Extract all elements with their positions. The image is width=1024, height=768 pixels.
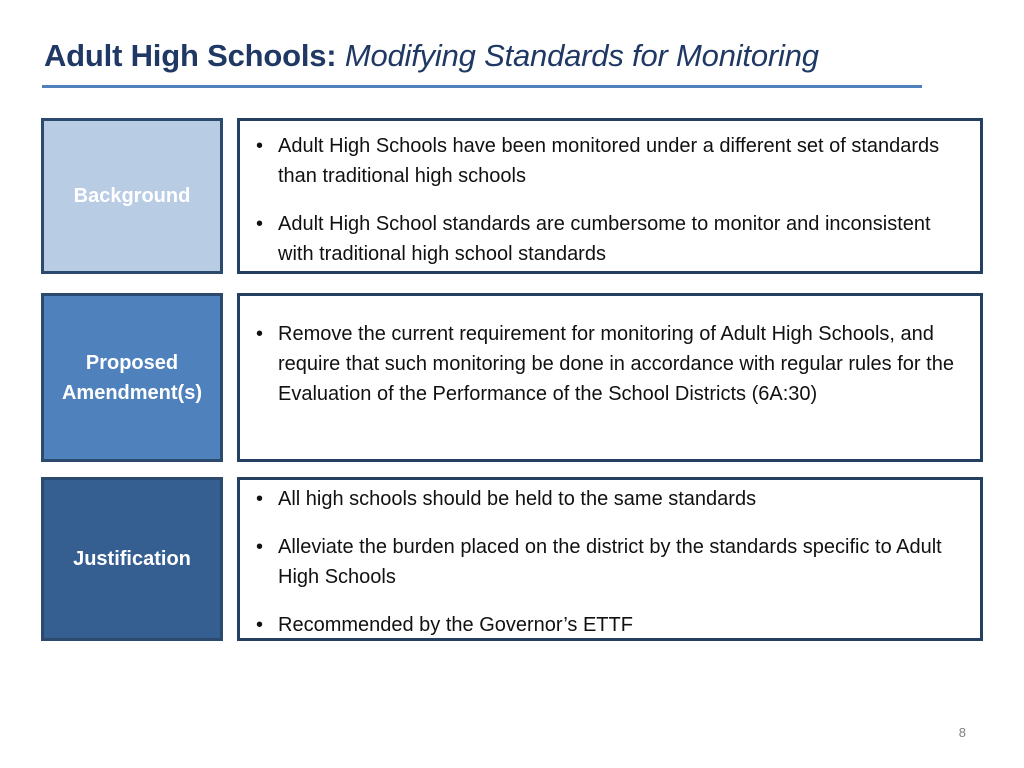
- background-bullet: • Adult High Schools have been monitored under a different set of standards than traditional high schools: [250, 131, 966, 191]
- justification-bullet: • All high schools should be held to the same standards: [250, 484, 966, 514]
- proposed-amendments-label: Proposed Amendment(s): [61, 351, 202, 404]
- justification-label: Justification: [73, 548, 191, 570]
- proposed-amendments-label-box: [41, 293, 223, 462]
- justification-bullet-list: [250, 484, 966, 640]
- justification-bullet: • Alleviate the burden placed on the district by the standards specific to Adult High Schools: [250, 532, 966, 592]
- slide-title-italic: Modifying Standards for Monitoring: [344, 38, 819, 73]
- background-label-box: [41, 118, 223, 274]
- background-bullet-list: [250, 131, 966, 269]
- proposed-amendments-content-box: [237, 293, 983, 462]
- title-underline: [42, 85, 922, 88]
- proposed-amendments-bullet-list: [250, 319, 966, 409]
- page-number: 8: [958, 725, 966, 740]
- proposed-amendments-bullet: • Remove the current requirement for monitoring of Adult High Schools, and require that such monitoring be done in accordance with regular rules for the Evaluation of the Performance of the School Districts (6A:30): [250, 319, 966, 409]
- slide-title: [44, 38, 819, 74]
- background-bullet: • Adult High School standards are cumbersome to monitor and inconsistent with traditional high school standards: [250, 209, 966, 269]
- justification-label-box: [41, 477, 223, 641]
- background-content-box: [237, 118, 983, 274]
- justification-bullet: • Recommended by the Governor’s ETTF: [250, 610, 966, 640]
- background-label: Background: [73, 185, 191, 207]
- justification-content-box: [237, 477, 983, 641]
- slide-title-bold: Adult High Schools:: [44, 38, 337, 73]
